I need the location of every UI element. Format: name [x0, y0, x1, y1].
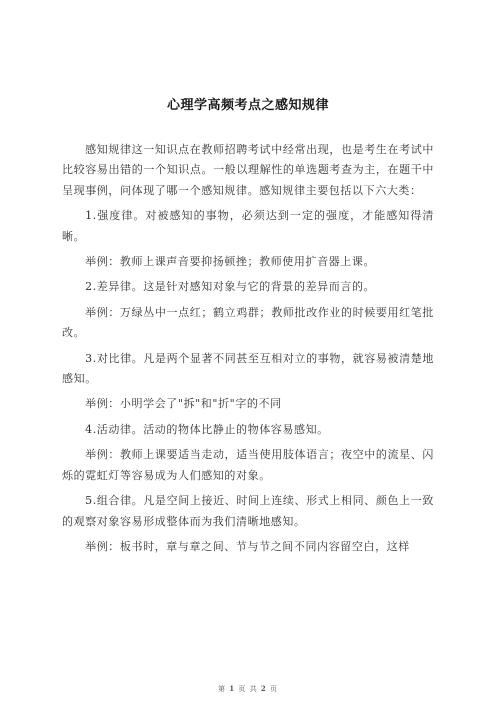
paragraph-activity-example: 举例：教师上课要适当走动，适当使用肢体语言；夜空中的流星、闪烁的霓虹灯等容易成为人们感知的对象。 — [62, 448, 434, 482]
footer-middle: 页 共 — [238, 685, 258, 693]
footer-suffix: 页 — [269, 685, 278, 693]
paragraph-combination-example: 举例：板书时，章与章之间、节与节之间不同内容留空白，这样 — [85, 539, 410, 553]
paragraph-contrast-law: 3.对比律。凡是两个显著不同甚至互相对立的事物，就容易被清楚地感知。 — [62, 351, 434, 386]
footer-prefix: 第 — [218, 685, 227, 693]
paragraph-difference-law: 2.差异律。这是针对感知对象与它的背景的差异而言的。 — [85, 280, 376, 294]
paragraph-difference-example: 举例：万绿丛中一点红；鹤立鸡群；教师批改作业的时候要用红笔批改。 — [62, 305, 434, 340]
paragraph-intro: 感知规律这一知识点在教师招聘考试中经常出现，也是考生在考试中比较容易出错的一个知识点。一般以理解性的单选题考查为主，在题干中呈现事例，问体现了哪一个感知规律。感知规律主要包括以下六大类： — [62, 143, 434, 197]
document-body — [62, 140, 434, 562]
paragraph-activity-law: 4.活动律。活动的物体比静止的物体容易感知。 — [85, 422, 329, 436]
page-footer — [0, 684, 496, 694]
paragraph-intensity-example: 举例：教师上课声音要抑扬顿挫；教师使用扩音器上课。 — [85, 255, 376, 269]
footer-total-pages: 2 — [260, 684, 267, 693]
document-title: 心理学高频考点之感知规律 — [166, 98, 329, 113]
paragraph-intensity-law: 1.强度律。对被感知的事物，必须达到一定的强度，才能感知得清晰。 — [62, 209, 434, 243]
footer-current-page: 1 — [229, 684, 236, 693]
paragraph-combination-law: 5.组合律。凡是空间上接近、时间上连续、形式上相同、颜色上一致的观察对象容易形成整体而为我们清晰地感知。 — [62, 494, 434, 528]
paragraph-contrast-example: 举例：小明学会了"拆"和"折"字的不同 — [85, 397, 282, 411]
